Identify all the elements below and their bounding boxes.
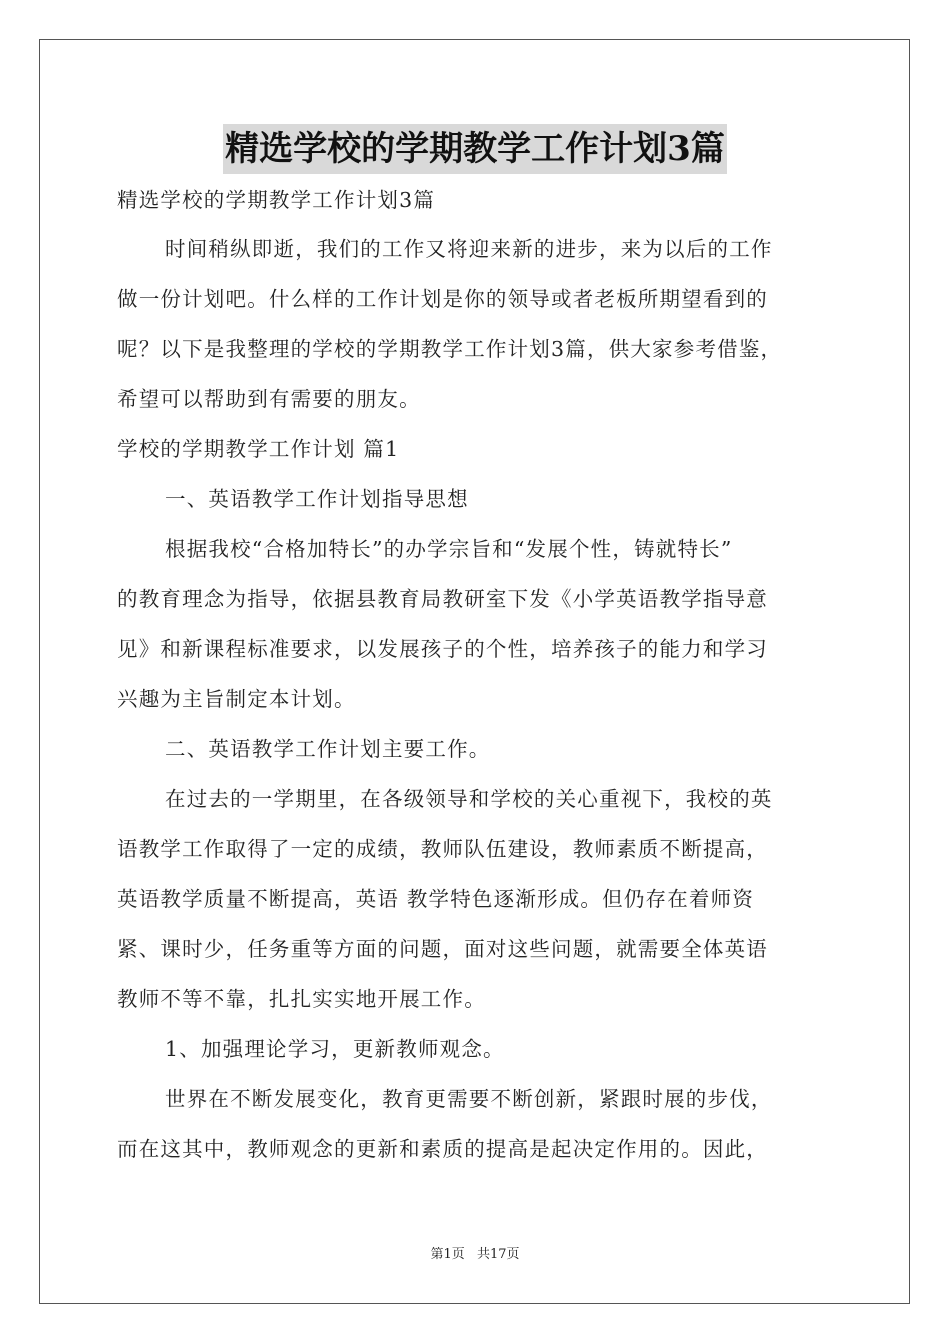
paragraph-line: 做一份计划吧。什么样的工作计划是你的领导或者老板所期望看到的 [117, 287, 768, 311]
paragraph-line: 见》和新课程标准要求，以发展孩子的个性，培养孩子的能力和学习 [117, 637, 768, 661]
paragraph-line: 教师不等不靠，扎扎实实地开展工作。 [117, 987, 486, 1011]
section-heading: 学校的学期教学工作计划 篇1 [117, 437, 400, 461]
page-border [39, 39, 910, 1304]
paragraph-line: 时间稍纵即逝，我们的工作又将迎来新的进步，来为以后的工作 [165, 237, 773, 261]
paragraph-line: 兴趣为主旨制定本计划。 [117, 687, 356, 711]
paragraph-line: 的教育理念为指导，依据县教育局教研室下发《小学英语教学指导意 [117, 587, 768, 611]
page-number: 第1页 [430, 1247, 465, 1262]
paragraph-line: 紧、课时少，任务重等方面的问题，面对这些问题，就需要全体英语 [117, 937, 768, 961]
page-footer [0, 1245, 950, 1265]
paragraph-line: 根据我校“合格加特长”的办学宗旨和“发展个性，铸就特长” [165, 537, 733, 561]
subsection-heading: 一、英语教学工作计划指导思想 [165, 487, 469, 511]
title-container [0, 124, 950, 174]
document-title: 精选学校的学期教学工作计划3篇 [223, 124, 727, 174]
subtitle-line: 精选学校的学期教学工作计划3篇 [117, 188, 436, 212]
paragraph-line: 英语教学质量不断提高，英语 教学特色逐渐形成。但仍存在着师资 [117, 887, 755, 911]
subsection-heading: 二、英语教学工作计划主要工作。 [165, 737, 491, 761]
subsection-heading: 1、加强理论学习，更新教师观念。 [165, 1037, 505, 1061]
page-total: 共17页 [476, 1247, 520, 1262]
paragraph-line: 在过去的一学期里，在各级领导和学校的关心重视下，我校的英 [165, 787, 773, 811]
paragraph-line: 呢？以下是我整理的学校的学期教学工作计划3篇，供大家参考借鉴， [117, 337, 783, 361]
paragraph-line: 希望可以帮助到有需要的朋友。 [117, 387, 421, 411]
paragraph-line: 世界在不断发展变化，教育更需要不断创新，紧跟时展的步伐， [165, 1087, 773, 1111]
paragraph-line: 语教学工作取得了一定的成绩，教师队伍建设，教师素质不断提高， [117, 837, 768, 861]
paragraph-line: 而在这其中，教师观念的更新和素质的提高是起决定作用的。因此， [117, 1137, 768, 1161]
